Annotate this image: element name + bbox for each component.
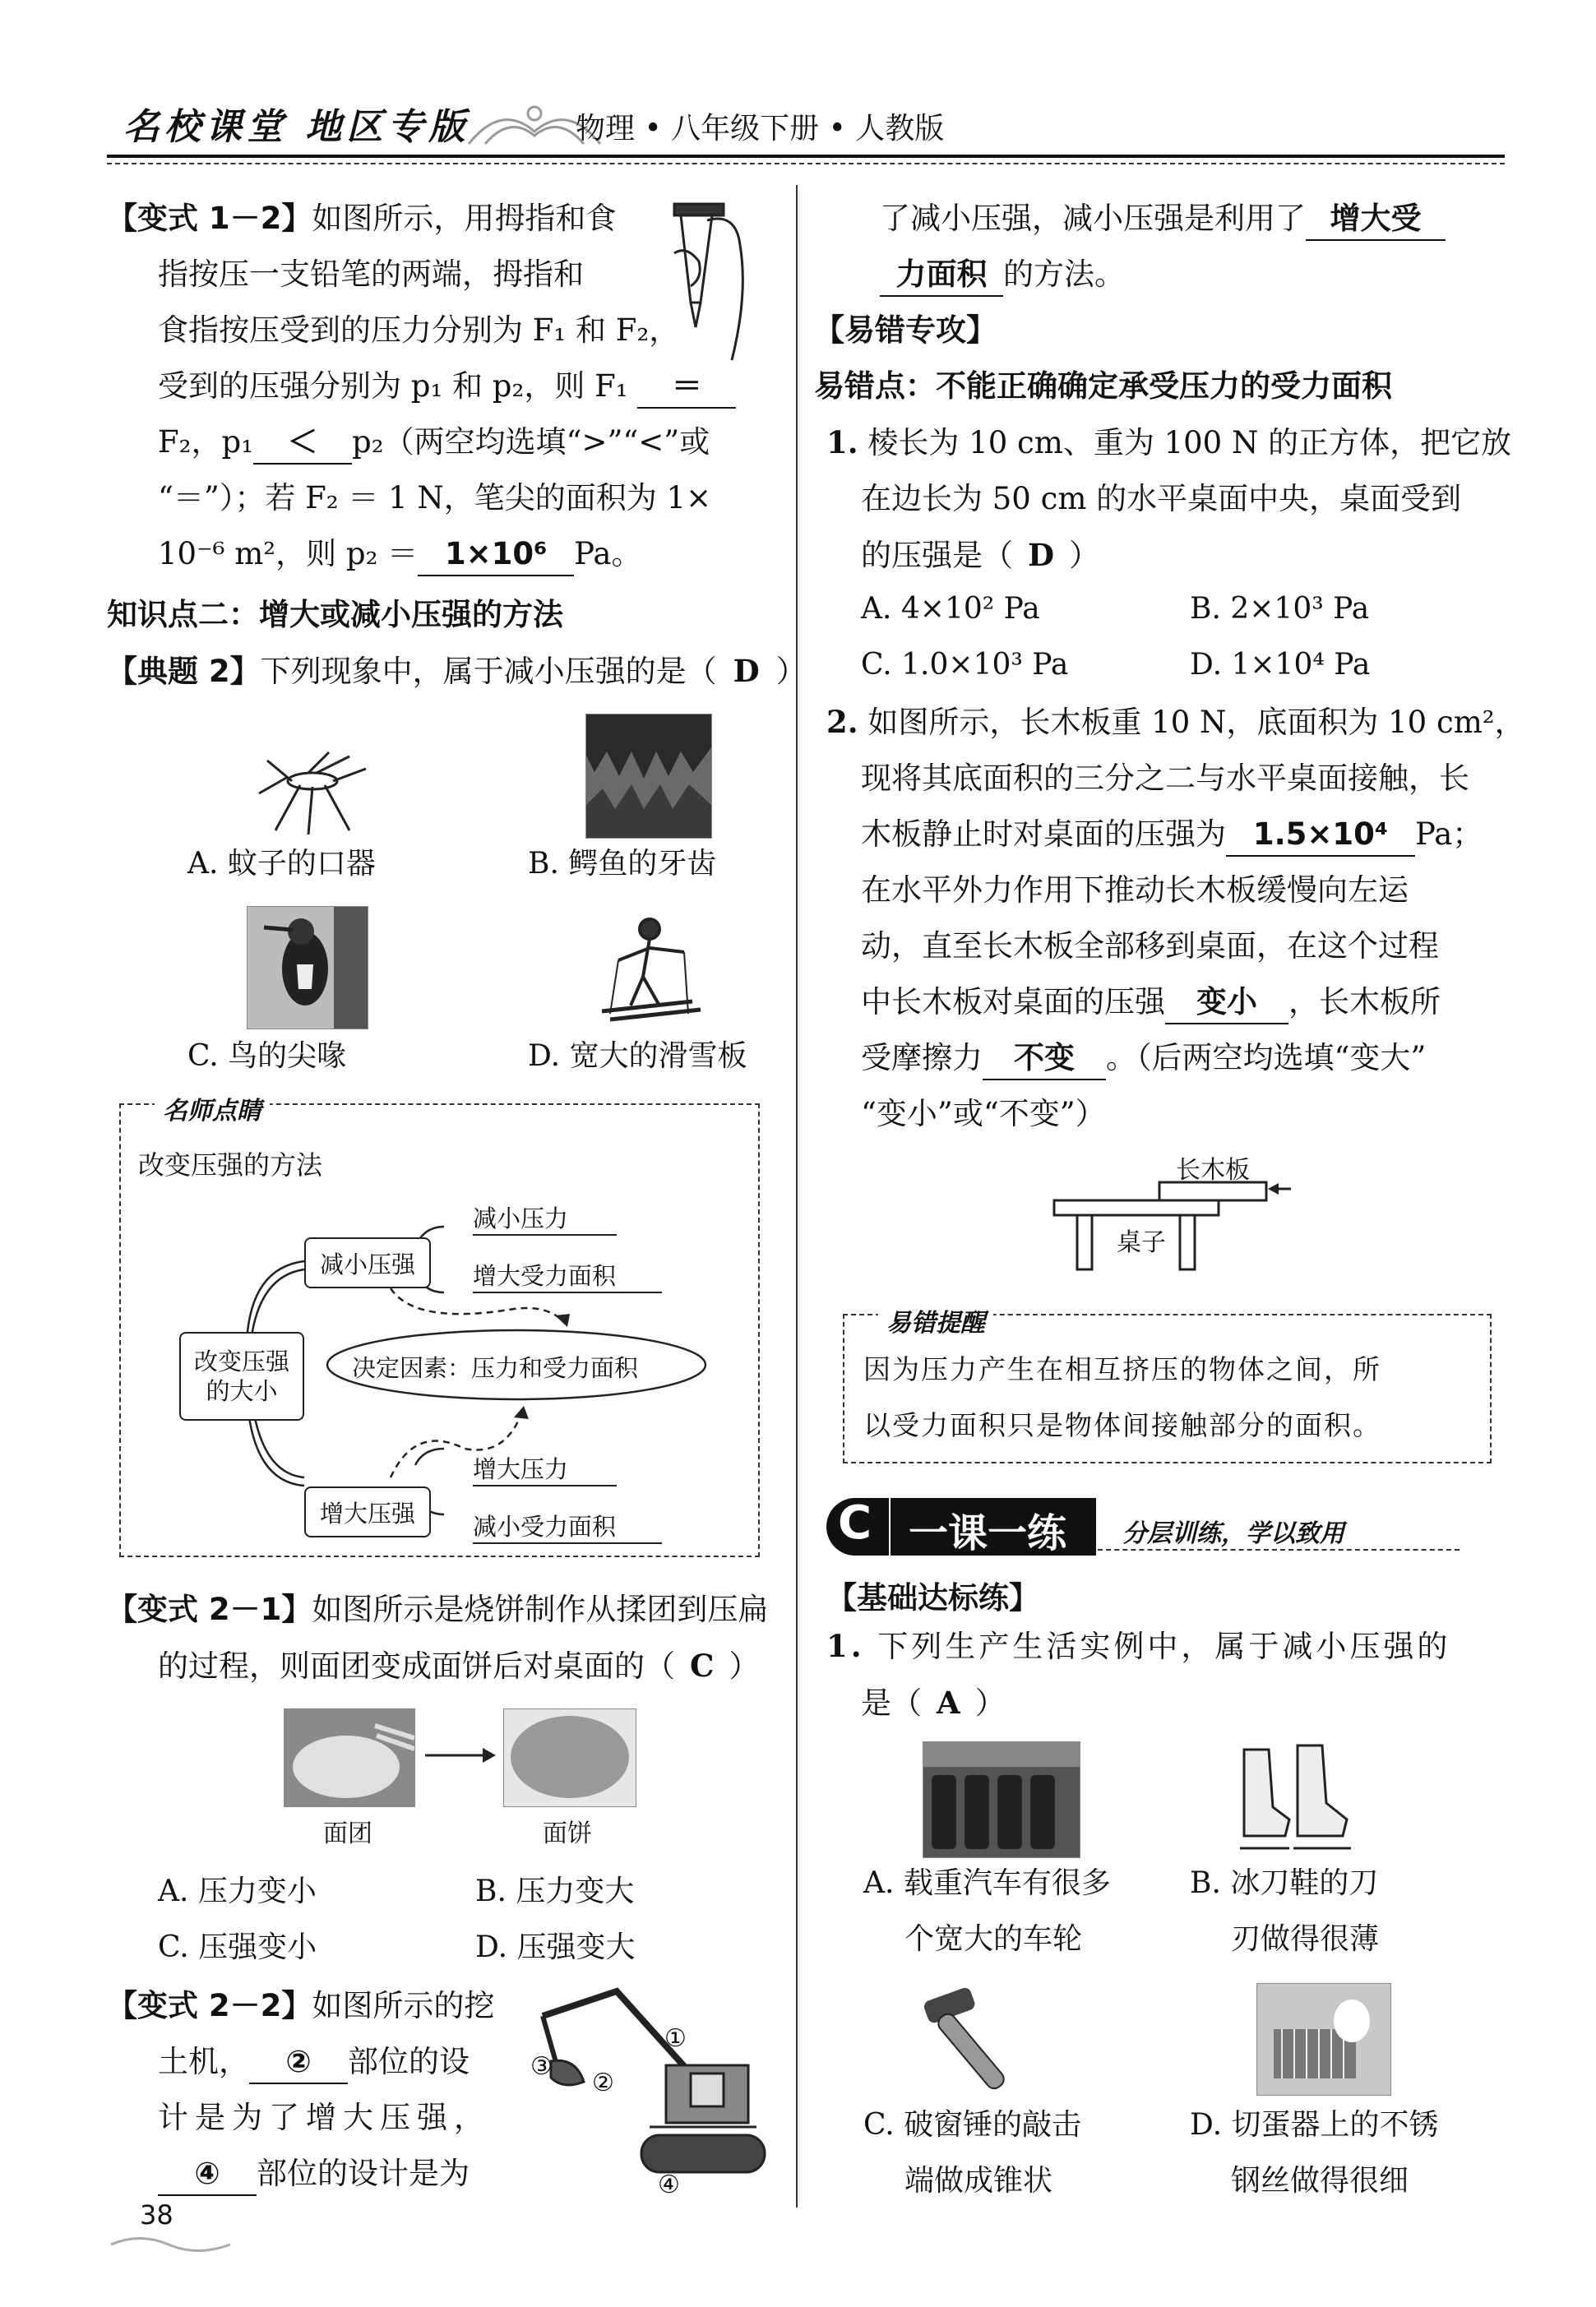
- option-c-bird: C. 鸟的尖喙: [187, 1039, 347, 1073]
- mindmap-increase-force: 增大压力: [473, 1451, 617, 1486]
- mosquito-image: [251, 744, 374, 839]
- label-4: ④: [658, 2171, 680, 2199]
- header-rule-dashed: [107, 163, 1505, 164]
- window-hammer-image: [917, 1973, 1052, 2097]
- caption-dough: 面团: [323, 1819, 372, 1848]
- answer-blank: 1×10⁶: [418, 534, 574, 576]
- mindmap-decrease-area: 减小受力面积: [473, 1509, 662, 1544]
- page-number: 38: [140, 2199, 173, 2231]
- right-continuation: 了减小压强，减小压强是利用了 增大受 力面积 的方法。 【易错专攻】 易错点：不能正确确定承受压力的受力面积: [814, 191, 1505, 414]
- dough-ball-image: [284, 1708, 415, 1807]
- label-table: 桌子: [1117, 1228, 1166, 1257]
- answer-blank: ＝: [637, 366, 736, 409]
- mindmap-decrease: 减小压强: [304, 1237, 431, 1288]
- ice-skate-image: [1232, 1741, 1355, 1858]
- knowledge-point-2: 知识点二：增大或减小压强的方法: [107, 597, 563, 632]
- woodpecker-image: [247, 906, 368, 1029]
- teacher-tip-title: 名师点睛: [155, 1090, 270, 1126]
- answer-blank: 增大受: [1306, 198, 1446, 241]
- answer-blank: 不变: [983, 1038, 1106, 1080]
- option-d: D. 压强变大: [475, 1930, 636, 1964]
- warning-line-1: 因为压力产生在相互挤压的物体之间，所: [863, 1353, 1381, 1385]
- label-2: ②: [592, 2069, 614, 2097]
- header-brand: 名校课堂 地区专版: [123, 106, 470, 148]
- header-subject: 物理 • 八年级下册 • 人教版: [576, 112, 945, 146]
- header-rule: [107, 155, 1505, 158]
- mindmap-increase: 增大压强: [304, 1486, 431, 1537]
- section-subtitle: 分层训练，学以致用: [1122, 1519, 1344, 1548]
- egg-slicer-image: [1256, 1983, 1391, 2096]
- section-rule: [1098, 1549, 1460, 1551]
- answer-blank: ②: [249, 2041, 348, 2084]
- skier-image: [585, 911, 709, 1026]
- option-a: A. 压力变小: [158, 1875, 317, 1908]
- excavator-figure: [526, 1983, 773, 2200]
- error-question-1: 1. 棱长为 10 cm、重为 100 N 的正方体，把它放 在边长为 50 cm 的水平桌面中央，桌面受到 的压强是（ D ）: [826, 424, 1512, 573]
- section-title: 一课一练: [909, 1510, 1067, 1556]
- q1-option-d: D. 1×10⁴ Pa: [1190, 648, 1371, 682]
- mindmap-decrease-force: 减小压力: [473, 1200, 617, 1236]
- caption-bread: 面饼: [543, 1819, 592, 1848]
- answer-blank: 变小: [1165, 982, 1288, 1024]
- truck-wheels-image: [923, 1741, 1080, 1858]
- option-b-line1: B. 冰刀鞋的刀: [1190, 1866, 1379, 1900]
- answer-choice: D: [1028, 537, 1055, 573]
- option-b-crocodile: B. 鳄鱼的牙齿: [528, 847, 717, 881]
- flat-bread-image: [503, 1708, 636, 1807]
- pencil-hand-figure: [658, 196, 773, 372]
- error-question-2: 2. 如图所示，长木板重 10 N，底面积为 10 cm²， 现将其底面积的三分之二与水平桌面接触，长 木板静止时对桌面的压强为 1.5×10⁴ Pa； 在水平外力作用下推动长木板缓慢向左运 动，直至长木板全部移到桌面，在这个过程 中长木板对桌面的压强 变小 ，长木板所 受摩擦力 不变 。（后两空均选填“变大” “变小”或“不变”）: [826, 704, 1525, 1131]
- example-2: 【典题 2】下列现象中，属于减小压强的是（ D ）: [107, 653, 807, 689]
- q1-option-c: C. 1.0×10³ Pa: [861, 648, 1069, 682]
- answer-choice: C: [690, 1648, 715, 1684]
- warning-line-2: 以受力面积只是物体间接触部分的面积。: [863, 1409, 1381, 1441]
- option-d-skis: D. 宽大的滑雪板: [528, 1039, 747, 1073]
- section-banner: [826, 1495, 1427, 1559]
- option-b-line2: 刃做得很薄: [1231, 1922, 1380, 1956]
- answer-blank: 力面积: [880, 254, 1003, 297]
- answer-choice: D: [733, 653, 760, 689]
- answer-blank: ＜: [253, 422, 352, 465]
- variant-2-2: 【变式 2－2】如图所示的挖 土机， ② 部位的设 计是为了增大压强， ④ 部位的设计是为: [107, 1978, 494, 2202]
- option-d-line2: 钢丝做得很细: [1231, 2164, 1409, 2198]
- footer-ornament: [107, 2232, 238, 2260]
- variant-1-2: 【变式 1－2】如图所示，用拇指和食 指按压一支铅笔的两端，拇指和 食指按压受到的压力分别为 F₁ 和 F₂， 受到的压强分别为 p₁ 和 p₂，则 F₁ ＝ F₂，p₁ ＜ p₂（两空均选填“>”“<”或 “＝”）；若 F₂ ＝ 1 N，笔尖的面积为 1× 10⁻⁶ m²，则 p₂ ＝ 1×10⁶ Pa。: [107, 191, 781, 582]
- arrow-icon: [423, 1743, 497, 1771]
- variant-2-1: 【变式 2－1】如图所示是烧饼制作从揉团到压扁 的过程，则面团变成面饼后对桌面的（ C ）: [107, 1592, 769, 1684]
- mindmap-root: 改变压强的大小: [179, 1332, 304, 1421]
- option-d-line1: D. 切蛋器上的不锈: [1190, 2108, 1439, 2142]
- label-3: ③: [530, 2052, 553, 2081]
- mindmap-factor: 决定因素：压力和受力面积: [352, 1354, 639, 1382]
- option-a-mosquito: A. 蚊子的口器: [187, 847, 376, 881]
- label-1: ①: [664, 2024, 687, 2053]
- option-c: C. 压强变小: [158, 1930, 317, 1964]
- mindmap-lines: [119, 1103, 756, 1554]
- option-c-line1: C. 破窗锤的敲击: [863, 2108, 1082, 2142]
- q1-option-b: B. 2×10³ Pa: [1190, 592, 1370, 626]
- answer-blank: 1.5×10⁴: [1226, 814, 1415, 857]
- error-section-title: 【易错专攻】: [814, 312, 997, 348]
- option-a-line2: 个宽大的车轮: [904, 1922, 1083, 1956]
- practice-question-1: 1. 下列生产生活实例中，属于减小压强的 是（ A ）: [826, 1628, 1451, 1721]
- teacher-tip-heading: 改变压强的方法: [138, 1149, 323, 1181]
- error-point: 易错点：不能正确确定承受压力的受力面积: [814, 368, 1392, 404]
- crocodile-teeth-image: [585, 714, 712, 839]
- q1-option-a: A. 4×10² Pa: [861, 592, 1040, 626]
- warning-title: 易错提醒: [878, 1302, 993, 1338]
- basic-section-title: 【基础达标练】: [826, 1580, 1039, 1616]
- label-board: 长木板: [1176, 1156, 1250, 1185]
- option-a-line1: A. 载重汽车有很多: [863, 1866, 1111, 1900]
- header: [107, 90, 1505, 156]
- option-c-line2: 端做成锥状: [904, 2164, 1053, 2198]
- answer-choice: A: [937, 1685, 960, 1721]
- column-divider: [796, 185, 798, 2208]
- answer-blank: ④: [158, 2153, 257, 2196]
- mindmap-increase-area: 增大受力面积: [473, 1258, 662, 1293]
- section-letter: C: [838, 1496, 872, 1550]
- option-b: B. 压力变大: [475, 1875, 635, 1908]
